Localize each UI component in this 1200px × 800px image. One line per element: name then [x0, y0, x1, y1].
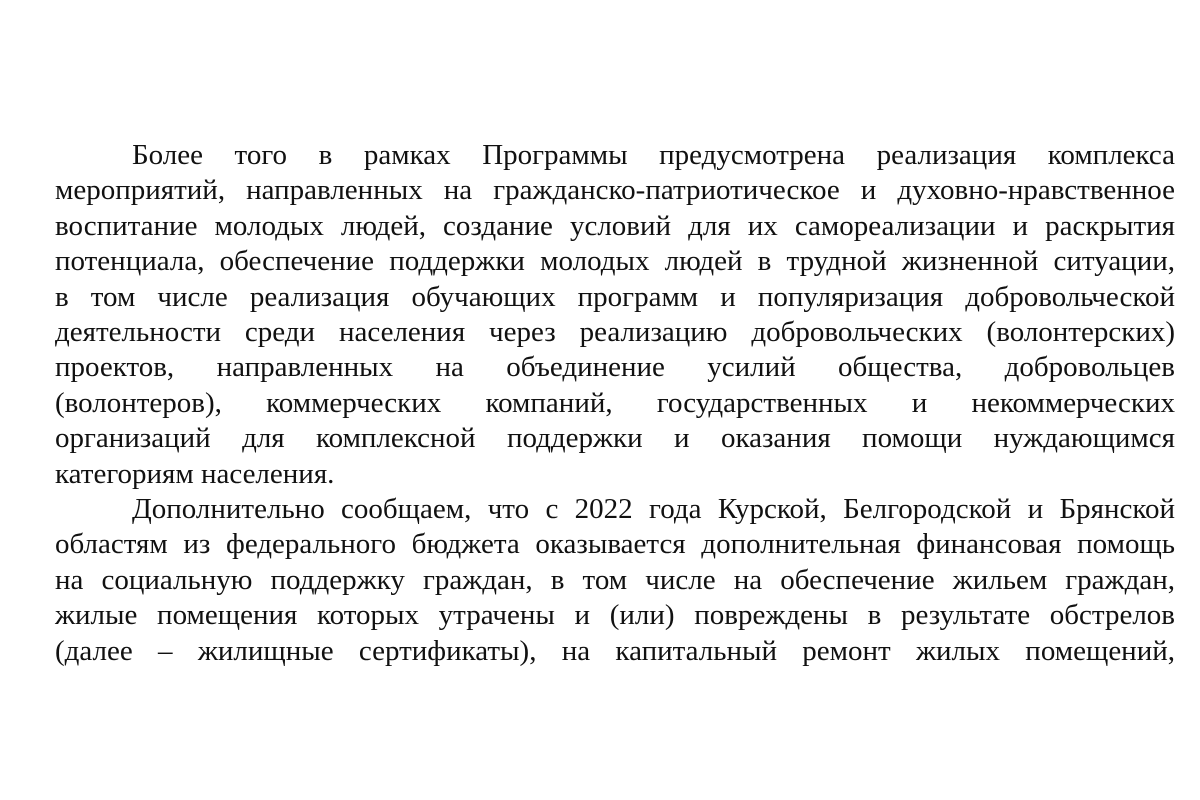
text-line: на социальную поддержку граждан, в том числе на обеспечение жильем граждан, [55, 563, 1175, 596]
text-line: проектов, направленных на объединение усилий общества, добровольцев [55, 351, 1175, 384]
text-line: Более того в рамках Программы предусмотрена реализация комплекса [132, 139, 1175, 171]
text-line: Дополнительно сообщаем, что с 2022 года Курской, Белгородской и Брянской [132, 493, 1175, 526]
paragraph-2 [55, 492, 1175, 669]
text-line: областям из федерального бюджета оказывается дополнительная финансовая помощь [55, 528, 1175, 561]
text-line: организаций для комплексной поддержки и оказания помощи нуждающимся [55, 422, 1175, 455]
text-line: потенциала, обеспечение поддержки молодых людей в трудной жизненной ситуации, [55, 245, 1175, 278]
text-line: воспитание молодых людей, создание условий для их самореализации и раскрытия [55, 209, 1175, 242]
document-page [55, 138, 1175, 669]
text-line: (волонтеров), коммерческих компаний, государственных и некоммерческих [55, 386, 1175, 419]
text-line: категориям населения. [55, 457, 335, 490]
paragraph-1 [55, 138, 1175, 492]
text-line: (далее – жилищные сертификаты), на капитальный ремонт жилых помещений, [55, 634, 1175, 667]
text-line: деятельности среди населения через реализацию добровольческих (волонтерских) [55, 316, 1175, 349]
text-line: мероприятий, направленных на гражданско-патриотическое и духовно-нравственное [55, 174, 1175, 207]
text-line: в том числе реализация обучающих программ и популяризация добровольческой [55, 280, 1175, 313]
text-line: жилые помещения которых утрачены и (или) повреждены в результате обстрелов [55, 599, 1175, 632]
